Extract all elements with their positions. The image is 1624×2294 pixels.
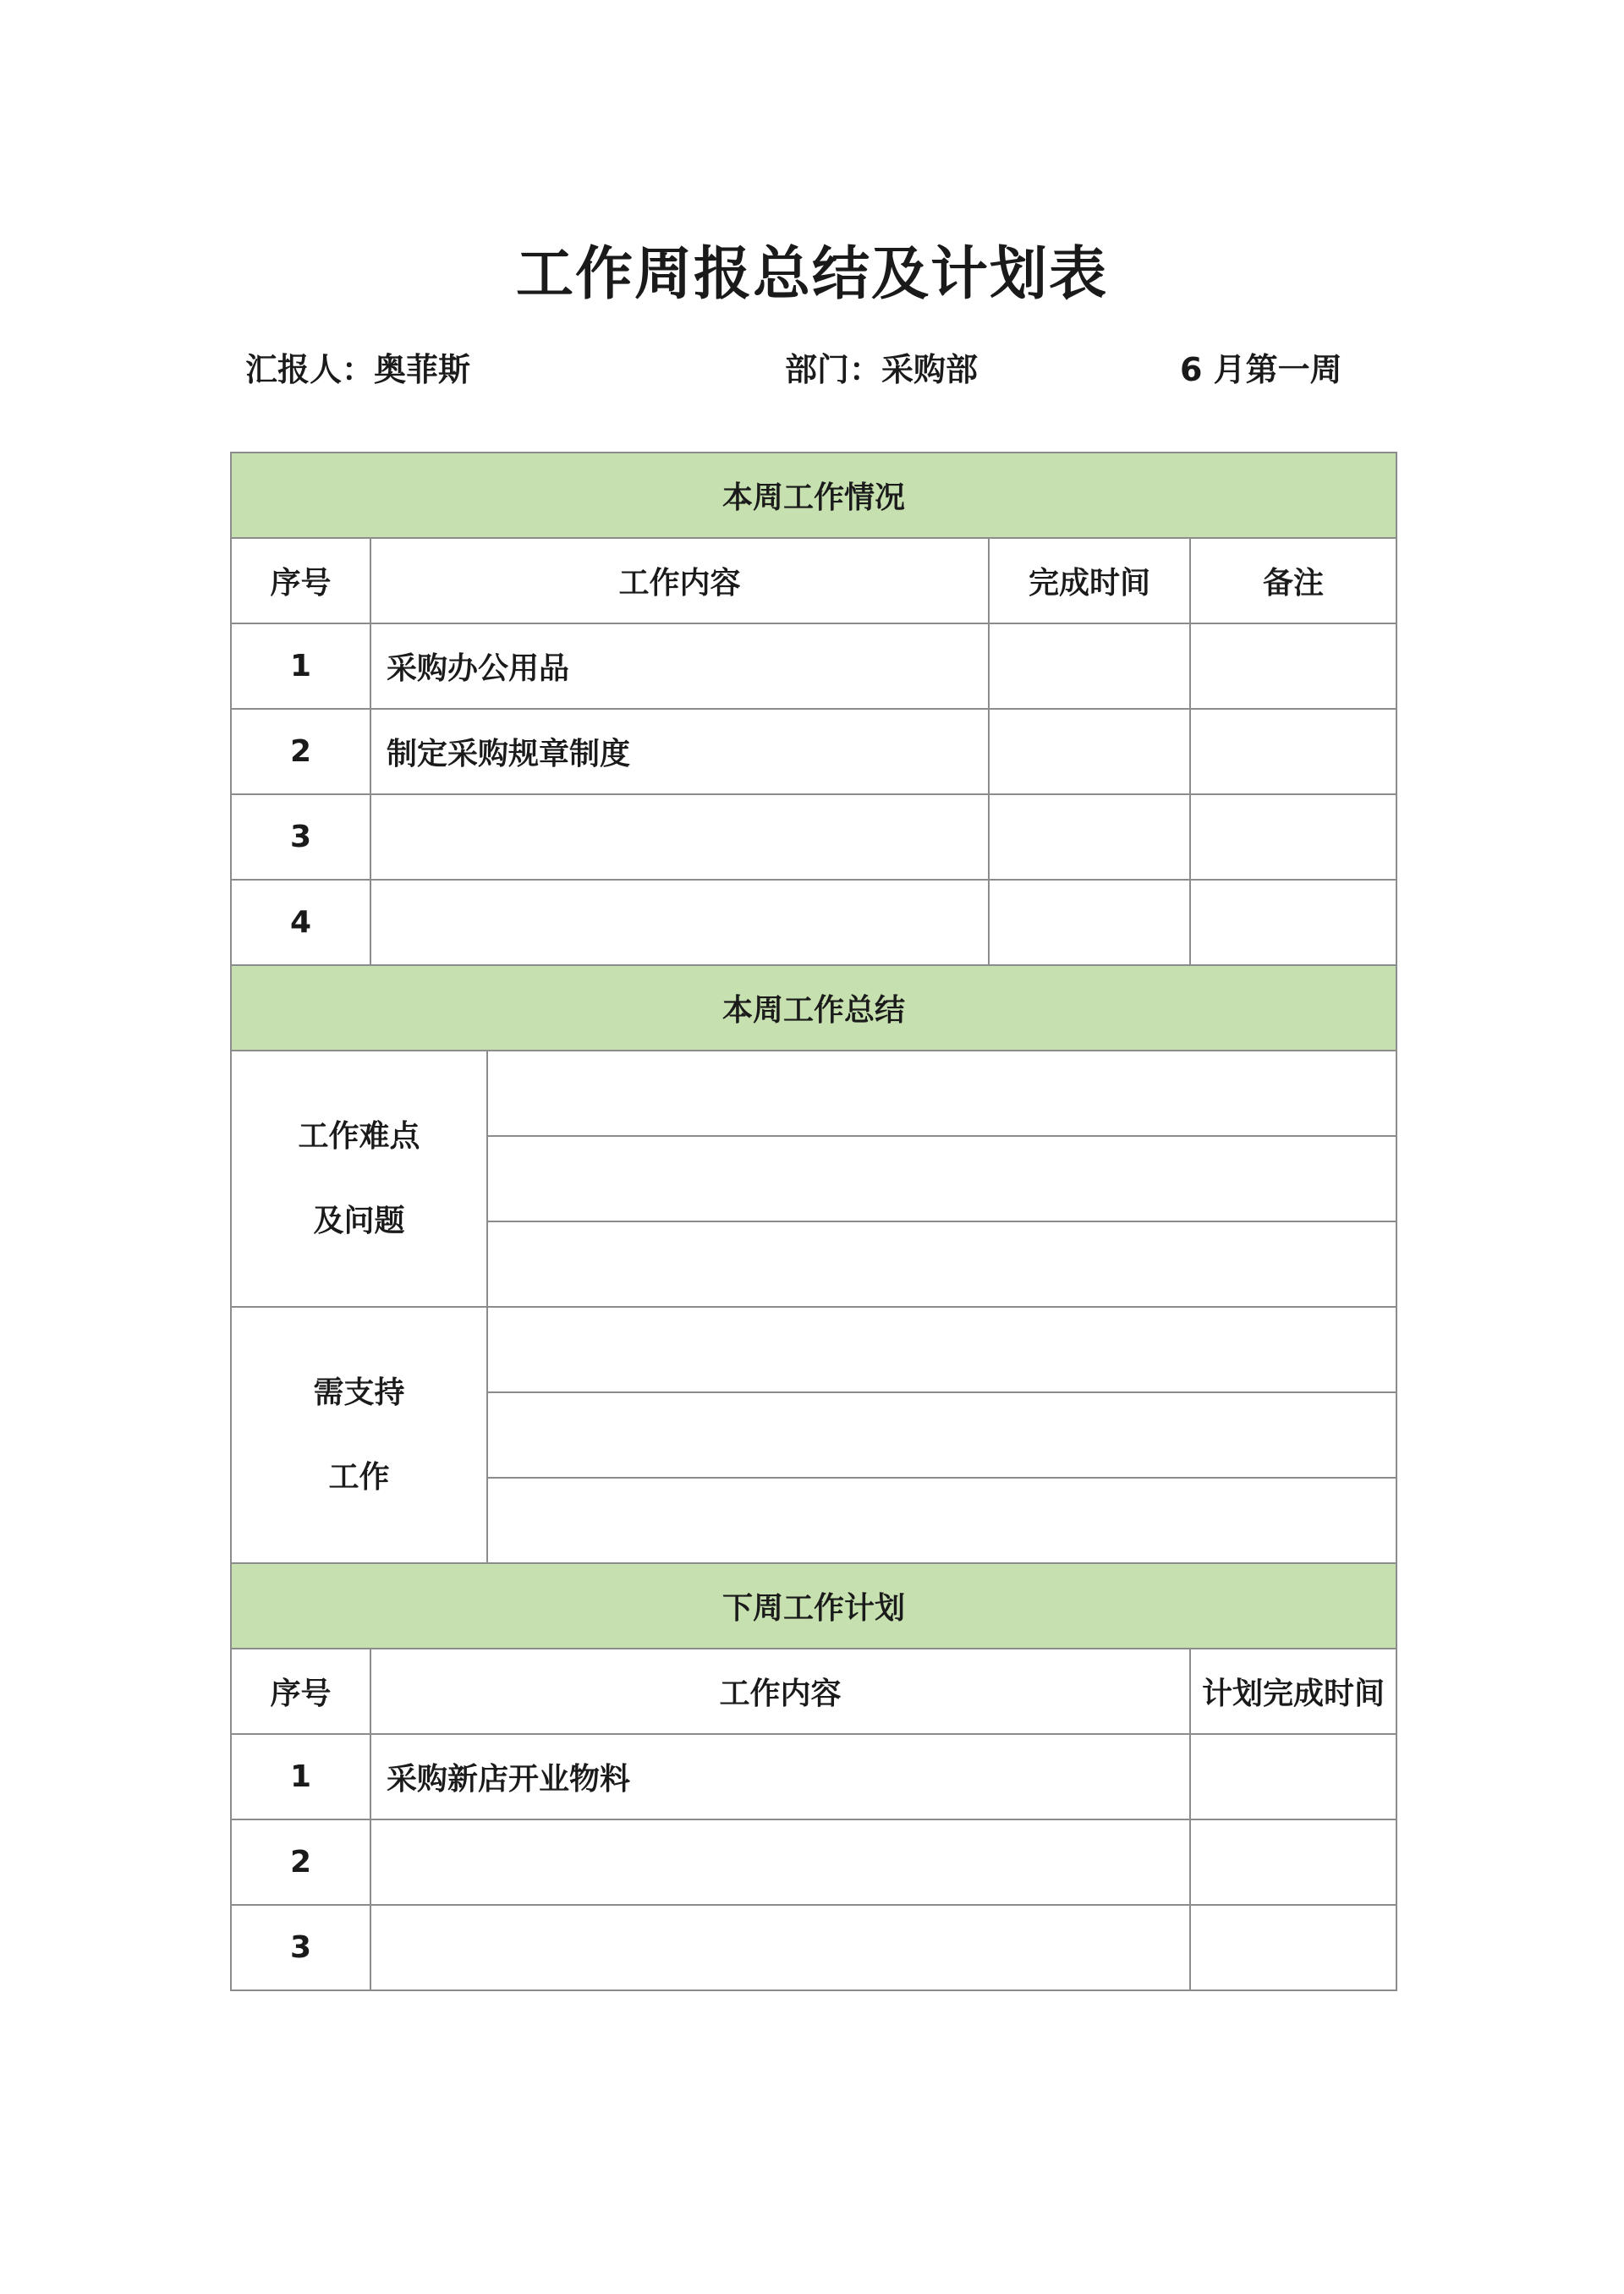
header-content: 工作内容 bbox=[370, 1649, 1190, 1734]
row-no: 3 bbox=[231, 794, 370, 880]
support-entry[interactable] bbox=[487, 1478, 1396, 1563]
row-content[interactable]: 制定采购规章制度 bbox=[370, 709, 989, 794]
row-planned-time[interactable] bbox=[1190, 1734, 1396, 1819]
row-no: 4 bbox=[231, 880, 370, 965]
row-no: 1 bbox=[231, 623, 370, 709]
row-done-time[interactable] bbox=[989, 623, 1190, 709]
row-planned-time[interactable] bbox=[1190, 1905, 1396, 1990]
section-header-row bbox=[231, 453, 1396, 538]
row-content[interactable] bbox=[370, 1819, 1190, 1905]
difficulty-entry[interactable] bbox=[487, 1221, 1396, 1307]
row-no: 2 bbox=[231, 709, 370, 794]
department-field: 部门：采购部 bbox=[785, 351, 979, 388]
table-row bbox=[231, 709, 1396, 794]
header-done-time: 完成时间 bbox=[989, 538, 1190, 623]
support-entry[interactable] bbox=[487, 1392, 1396, 1478]
header-no: 序号 bbox=[231, 1649, 370, 1734]
table-row bbox=[231, 1734, 1396, 1819]
table-row bbox=[231, 1819, 1396, 1905]
section-title-this-week: 本周工作情况 bbox=[231, 453, 1396, 538]
difficulties-label bbox=[231, 1051, 487, 1307]
weekly-report-table bbox=[230, 452, 1397, 1991]
row-remark[interactable] bbox=[1190, 709, 1396, 794]
row-remark[interactable] bbox=[1190, 794, 1396, 880]
row-planned-time[interactable] bbox=[1190, 1819, 1396, 1905]
summary-row bbox=[231, 1051, 1396, 1136]
row-content[interactable]: 采购办公用品 bbox=[370, 623, 989, 709]
difficulties-label-line2: 及问题 bbox=[313, 1203, 405, 1238]
row-done-time[interactable] bbox=[989, 794, 1190, 880]
document-title: 工作周报总结及计划表 bbox=[515, 241, 1108, 308]
row-no: 3 bbox=[231, 1905, 370, 1990]
reporter-field: 汇报人：奥菲斯 bbox=[245, 351, 471, 388]
week-field: 6 月第一周 bbox=[1180, 351, 1342, 388]
difficulty-entry[interactable] bbox=[487, 1051, 1396, 1136]
table-row bbox=[231, 1905, 1396, 1990]
section-header-row bbox=[231, 965, 1396, 1051]
row-no: 2 bbox=[231, 1819, 370, 1905]
row-done-time[interactable] bbox=[989, 880, 1190, 965]
row-done-time[interactable] bbox=[989, 709, 1190, 794]
row-remark[interactable] bbox=[1190, 880, 1396, 965]
support-label bbox=[231, 1307, 487, 1563]
difficulty-entry[interactable] bbox=[487, 1136, 1396, 1221]
summary-row bbox=[231, 1307, 1396, 1392]
header-remark: 备注 bbox=[1190, 538, 1396, 623]
table-row bbox=[231, 880, 1396, 965]
header-no: 序号 bbox=[231, 538, 370, 623]
difficulties-label-line1: 工作难点 bbox=[298, 1118, 420, 1154]
row-remark[interactable] bbox=[1190, 623, 1396, 709]
row-content[interactable] bbox=[370, 880, 989, 965]
support-label-line2: 工作 bbox=[328, 1459, 390, 1495]
section-title-summary: 本周工作总结 bbox=[231, 965, 1396, 1051]
header-content: 工作内容 bbox=[370, 538, 989, 623]
table-header-row bbox=[231, 538, 1396, 623]
row-content[interactable] bbox=[370, 794, 989, 880]
support-label-line1: 需支持 bbox=[313, 1375, 405, 1410]
table-row bbox=[231, 794, 1396, 880]
section-title-next-week: 下周工作计划 bbox=[231, 1563, 1396, 1649]
support-entry[interactable] bbox=[487, 1307, 1396, 1392]
row-content[interactable] bbox=[370, 1905, 1190, 1990]
section-header-row bbox=[231, 1563, 1396, 1649]
table-header-row bbox=[231, 1649, 1396, 1734]
header-planned-time: 计划完成时间 bbox=[1190, 1649, 1396, 1734]
row-content[interactable]: 采购新店开业物料 bbox=[370, 1734, 1190, 1819]
table-row bbox=[231, 623, 1396, 709]
row-no: 1 bbox=[231, 1734, 370, 1819]
